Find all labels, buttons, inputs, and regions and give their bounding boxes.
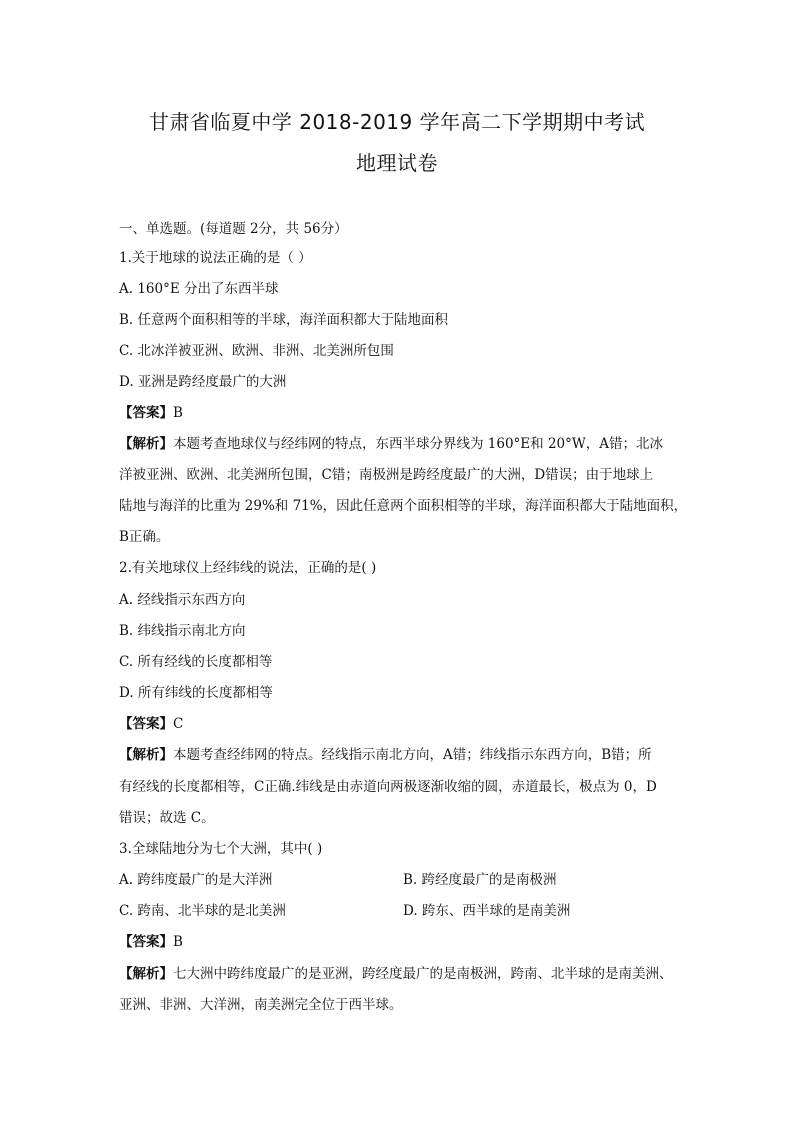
q2-analysis-line: 错误；故选 C。 [119, 810, 215, 826]
q2-option-d: D. 所有纬线的长度都相等 [119, 685, 273, 701]
q1-analysis-line: 陆地与海洋的比重为 29%和 71%，因此任意两个面积相等的半球，海洋面积都大于陆地面积， [119, 498, 688, 514]
answer-value: B [173, 405, 183, 421]
answer-tag: 【答案】 [119, 934, 173, 950]
q3-option-b: B. 跨经度最广的是南极洲 [403, 872, 557, 888]
answer-tag: 【答案】 [119, 405, 173, 421]
q1-analysis-line: 洋被亚洲、欧洲、北美洲所包围，C错；南极洲是跨经度最广的大洲，D错误；由于地球上 [119, 467, 654, 483]
q3-analysis-line: 亚洲、非洲、大洋洲，南美洲完全位于西半球。 [119, 997, 403, 1013]
q1-option-a: A. 160°E 分出了东西半球 [119, 281, 279, 297]
document-subtitle: 地理试卷 [356, 151, 438, 175]
q3-answer [119, 932, 679, 952]
q3-option-a: A. 跨纬度最广的是大洋洲 [119, 872, 273, 888]
q2-option-b: B. 纬线指示南北方向 [119, 623, 246, 639]
q1-option-c: C. 北冰洋被亚洲、欧洲、非洲、北美洲所包围 [119, 343, 394, 359]
q2-stem: 2.有关地球仪上经纬线的说法，正确的是( ) [119, 560, 377, 576]
q2-answer [119, 714, 679, 734]
answer-value: B [173, 934, 183, 950]
q2-analysis-line: 有经线的长度都相等，C正确.纬线是由赤道向两极逐渐收缩的圆，赤道最长，极点为 0，D [119, 779, 657, 795]
q1-option-b: B. 任意两个面积相等的半球，海洋面积都大于陆地面积 [119, 312, 449, 328]
answer-tag: 【答案】 [119, 716, 173, 732]
q2-option-c: C. 所有经线的长度都相等 [119, 654, 273, 670]
q3-option-c: C. 跨南、北半球的是北美洲 [119, 903, 286, 919]
analysis-tag: 【解析】 [119, 747, 173, 763]
q2-analysis-line [119, 745, 679, 765]
q1-stem: 1.关于地球的说法正确的是（ ） [119, 250, 312, 266]
analysis-text: 本题考查经纬网的特点。经线指示南北方向，A错；纬线指示东西方向，B错；所 [173, 747, 652, 763]
q1-answer [119, 403, 679, 423]
document-title: 甘肃省临夏中学 2018-2019 学年高二下学期期中考试 [148, 110, 646, 134]
q1-analysis-line [119, 434, 679, 454]
answer-value: C [173, 716, 184, 732]
q2-option-a: A. 经线指示东西方向 [119, 592, 246, 608]
q3-option-d: D. 跨东、西半球的是南美洲 [403, 903, 571, 919]
section-header: 一、单选题。(每道题 2分，共 56分） [119, 221, 348, 237]
analysis-text: 本题考查地球仪与经纬网的特点，东西半球分界线为 160°E和 20°W，A错；北冰 [173, 436, 664, 452]
analysis-text: 七大洲中跨纬度最广的是亚洲，跨经度最广的是南极洲，跨南、北半球的是南美洲、 [173, 966, 673, 982]
q3-stem: 3.全球陆地分为七个大洲，其中( ) [119, 841, 323, 857]
q3-analysis-line [119, 964, 679, 984]
analysis-tag: 【解析】 [119, 966, 173, 982]
q1-option-d: D. 亚洲是跨经度最广的大洲 [119, 374, 287, 390]
q1-analysis-line: B正确。 [119, 529, 170, 545]
analysis-tag: 【解析】 [119, 436, 173, 452]
